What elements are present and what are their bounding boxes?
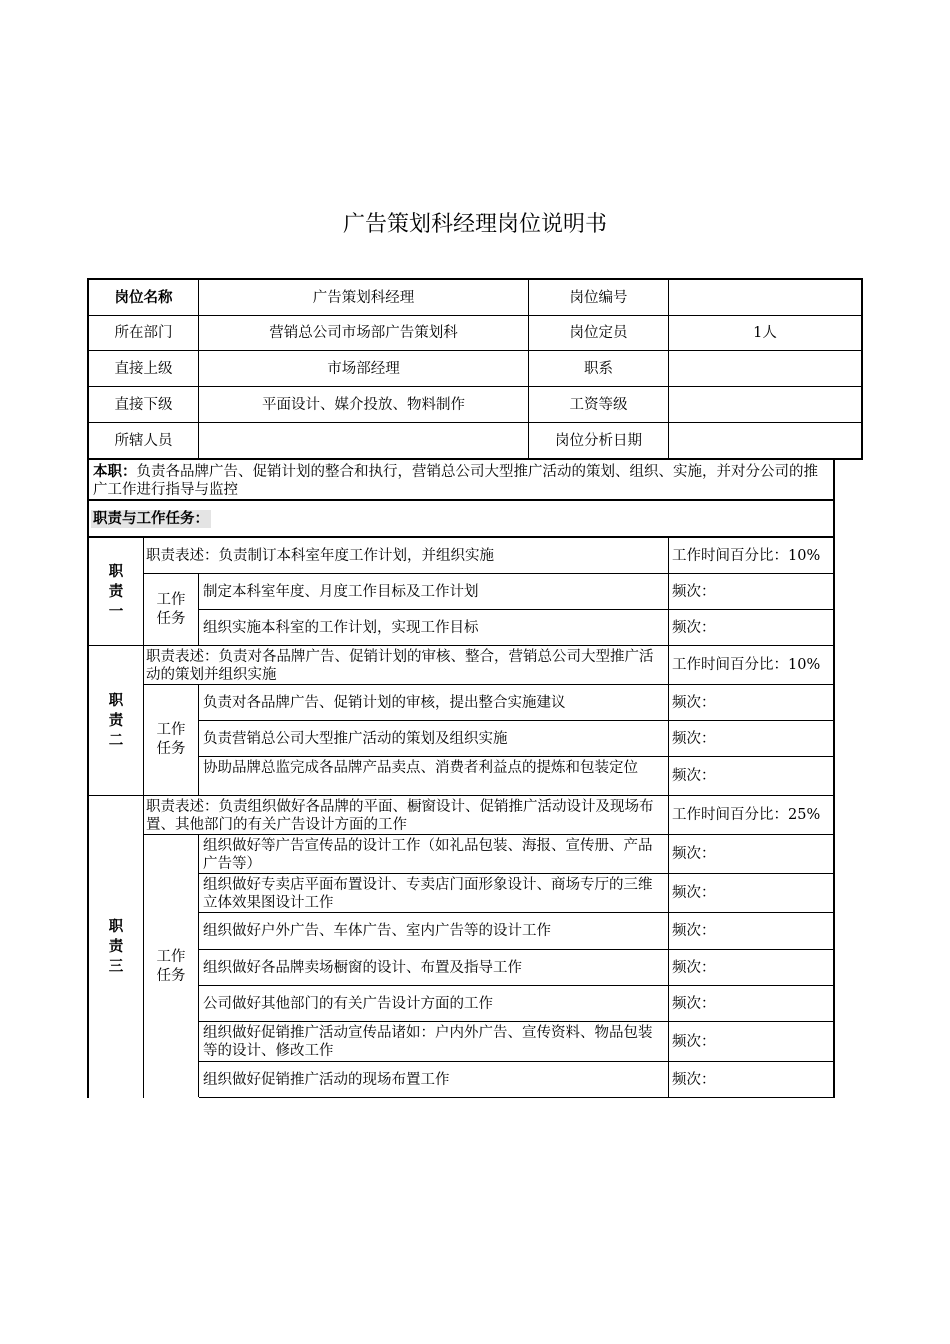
label-direct-subordinate: 直接下级 [114, 396, 173, 413]
duty-2-task-label [144, 685, 198, 795]
main-duty-label: 本职： [93, 464, 137, 480]
task-row: 负责对各品牌广告、促销计划的审核，提出整合实施建议 [203, 694, 566, 711]
task-row: 制定本科室年度、月度工作目标及工作计划 [203, 583, 479, 600]
task-frequency: 频次： [672, 694, 716, 711]
main-duty [89, 461, 833, 499]
label-position-name: 岗位名称 [114, 289, 173, 306]
duty-2-char: 二 [108, 732, 124, 749]
task-frequency: 频次： [672, 885, 716, 901]
task-frequency: 频次： [672, 1071, 716, 1088]
value-staff [199, 423, 528, 458]
duty-1-task-label [144, 574, 198, 645]
value-position-code [669, 280, 861, 315]
duty-3-pct: 工作时间百分比：25% [672, 807, 821, 823]
duty-1-char: 责 [108, 583, 124, 600]
label-department: 所在部门 [114, 325, 173, 341]
value-analysis-date [669, 423, 861, 458]
value-direct-superior: 市场部经理 [327, 360, 400, 377]
value-department: 营销总公司市场部广告策划科 [269, 325, 458, 341]
value-direct-subordinate: 平面设计、媒介投放、物料制作 [262, 396, 465, 413]
duties-heading [89, 501, 833, 536]
duty-1-char: 一 [108, 603, 124, 620]
duty-3-label [89, 796, 143, 1098]
task-row: 协助品牌总监完成各品牌产品卖点、消费者利益点的提炼和包装定位 [203, 760, 638, 776]
task-row: 组织做好促销推广活动的现场布置工作 [203, 1071, 450, 1088]
duty-1-char: 职 [108, 563, 124, 580]
duty-3-desc: 职责表述：负责组织做好各品牌的平面、橱窗设计、促销推广活动设计及现场布置、其他部门的有关广告设计方面的工作 [146, 799, 654, 833]
duty-1-label [89, 538, 143, 645]
task-frequency: 频次： [672, 959, 716, 976]
label-headcount: 岗位定员 [569, 325, 628, 341]
task-frequency: 频次： [672, 730, 716, 747]
task-row: 组织做好户外广告、车体广告、室内广告等的设计工作 [203, 923, 551, 939]
task-row: 负责营销总公司大型推广活动的策划及组织实施 [203, 730, 508, 747]
task-frequency: 频次： [672, 846, 716, 862]
task-frequency: 频次： [672, 1033, 716, 1050]
page-title: 广告策划科经理岗位说明书 [342, 212, 607, 237]
label-analysis-date: 岗位分析日期 [555, 432, 642, 449]
task-frequency: 频次： [672, 923, 716, 939]
task-frequency: 频次： [672, 583, 716, 600]
label-staff: 所辖人员 [114, 432, 173, 449]
label-job-family: 职系 [584, 360, 613, 377]
duty-2-pct: 工作时间百分比：10% [672, 657, 821, 673]
duty-2-desc: 职责表述：负责对各品牌广告、促销计划的审核、整合，营销总公司大型推广活动的策划并组织实施 [146, 649, 654, 683]
duties-heading-text: 职责与工作任务： [93, 510, 209, 527]
duty-3-char: 职 [108, 919, 124, 935]
task-row: 组织做好等广告宣传品的设计工作（如礼品包装、海报、宣传册、产品广告等） [203, 838, 653, 872]
task-label-text: 工作任务 [156, 948, 186, 984]
task-frequency: 频次： [672, 995, 716, 1012]
value-position-name: 广告策划科经理 [312, 289, 415, 306]
duty-3-char: 责 [108, 939, 124, 955]
duty-2-char: 责 [108, 712, 124, 729]
label-direct-superior: 直接上级 [114, 360, 173, 377]
duty-3-char: 三 [108, 959, 124, 975]
label-salary-grade: 工资等级 [569, 396, 628, 413]
duty-1-desc: 职责表述：负责制订本科室年度工作计划，并组织实施 [146, 547, 494, 564]
main-duty-text: 负责各品牌广告、促销计划的整合和执行，营销总公司大型推广活动的策划、组织、实施，并对分公司的推广工作进行指导与监控 [93, 464, 818, 498]
value-headcount: 1人 [753, 325, 777, 341]
value-salary-grade [669, 387, 861, 422]
task-frequency: 频次： [672, 619, 716, 636]
task-row: 组织做好专卖店平面布置设计、专卖店门面形象设计、商场专厅的三维立体效果图设计工作 [203, 877, 653, 911]
label-position-code: 岗位编号 [569, 289, 628, 306]
duty-3-task-label [144, 835, 198, 1098]
task-row: 组织做好各品牌卖场橱窗的设计、布置及指导工作 [203, 959, 522, 976]
task-label-text: 工作任务 [156, 591, 186, 627]
duty-1-pct: 工作时间百分比：10% [672, 547, 821, 564]
task-frequency: 频次： [672, 768, 716, 784]
value-job-family [669, 351, 861, 386]
task-row: 组织做好促销推广活动宣传品诸如：户内外广告、宣传资料、物品包装等的设计、修改工作 [203, 1025, 653, 1059]
duty-2-label [89, 646, 143, 795]
task-label-text: 工作任务 [156, 722, 186, 757]
task-row: 组织实施本科室的工作计划，实现工作目标 [203, 619, 479, 636]
duty-2-char: 职 [108, 692, 124, 709]
task-row: 公司做好其他部门的有关广告设计方面的工作 [203, 995, 493, 1012]
